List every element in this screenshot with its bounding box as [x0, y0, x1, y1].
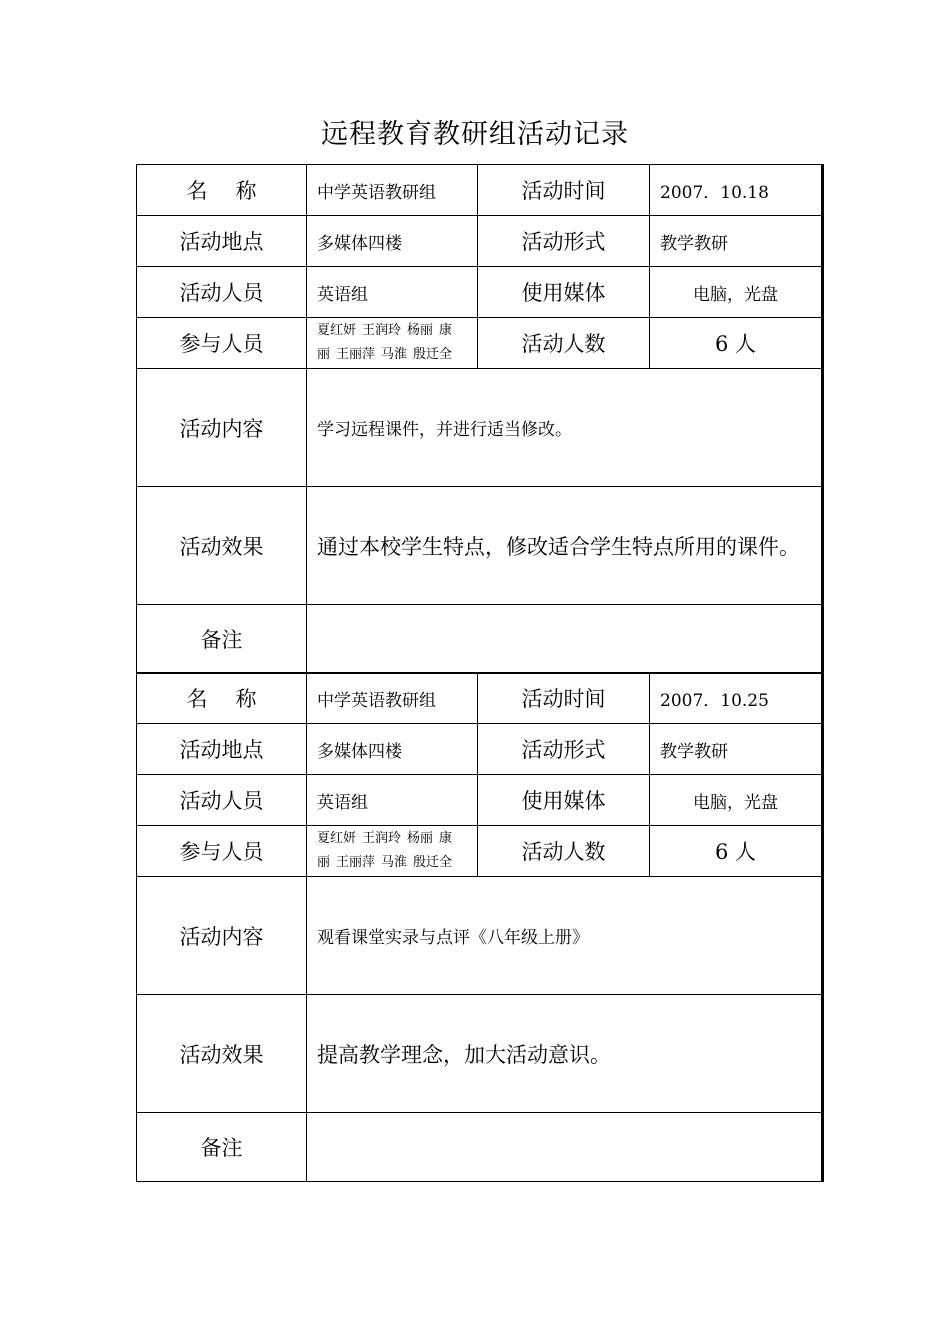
- value-form: 教学教研: [650, 724, 823, 775]
- label-count: 活动人数: [478, 318, 650, 369]
- value-remarks: [307, 605, 823, 674]
- record-table-1: [136, 164, 824, 674]
- label-media: 使用媒体: [478, 775, 650, 826]
- value-count: 6 人: [650, 826, 823, 877]
- participants-line-1: 夏红妍 王润玲 杨丽 康: [317, 323, 453, 338]
- label-time: 活动时间: [478, 165, 650, 216]
- value-effect: 通过本校学生特点，修改适合学生特点所用的课件。: [307, 487, 823, 605]
- value-participants: [307, 826, 478, 877]
- label-form: 活动形式: [478, 724, 650, 775]
- label-effect: 活动效果: [137, 487, 307, 605]
- label-effect: 活动效果: [137, 995, 307, 1113]
- value-name: 中学英语教研组: [307, 165, 478, 216]
- value-content: 观看课堂实录与点评《八年级上册》: [307, 877, 823, 995]
- label-time: 活动时间: [478, 673, 650, 724]
- value-remarks: [307, 1113, 823, 1182]
- value-effect: 提高教学理念，加大活动意识。: [307, 995, 823, 1113]
- record-table-2: [136, 672, 824, 1182]
- value-name: 中学英语教研组: [307, 673, 478, 724]
- value-time: 2007．10.18: [650, 165, 823, 216]
- label-remarks: 备注: [137, 605, 307, 674]
- value-location: 多媒体四楼: [307, 724, 478, 775]
- page-title: 远程教育教研组活动记录: [321, 119, 629, 150]
- value-media: 电脑，光盘: [650, 775, 823, 826]
- value-count: 6 人: [650, 318, 823, 369]
- label-location: 活动地点: [137, 216, 307, 267]
- label-personnel: 活动人员: [137, 267, 307, 318]
- value-time: 2007．10.25: [650, 673, 823, 724]
- participants-line-1: 夏红妍 王润玲 杨丽 康: [317, 831, 453, 846]
- participants-line-2: 丽 王丽萍 马淮 殷迁全: [317, 347, 453, 362]
- value-media: 电脑，光盘: [650, 267, 823, 318]
- label-content: 活动内容: [137, 369, 307, 487]
- label-media: 使用媒体: [478, 267, 650, 318]
- label-location: 活动地点: [137, 724, 307, 775]
- label-content: 活动内容: [137, 877, 307, 995]
- value-form: 教学教研: [650, 216, 823, 267]
- value-content: 学习远程课件，并进行适当修改。: [307, 369, 823, 487]
- label-count: 活动人数: [478, 826, 650, 877]
- label-remarks: 备注: [137, 1113, 307, 1182]
- label-form: 活动形式: [478, 216, 650, 267]
- value-participants: [307, 318, 478, 369]
- label-personnel: 活动人员: [137, 775, 307, 826]
- label-name: 名 称: [137, 165, 307, 216]
- value-personnel: 英语组: [307, 267, 478, 318]
- label-participants: 参与人员: [137, 318, 307, 369]
- label-name: 名 称: [137, 673, 307, 724]
- value-personnel: 英语组: [307, 775, 478, 826]
- participants-line-2: 丽 王丽萍 马淮 殷迁全: [317, 855, 453, 870]
- label-participants: 参与人员: [137, 826, 307, 877]
- value-location: 多媒体四楼: [307, 216, 478, 267]
